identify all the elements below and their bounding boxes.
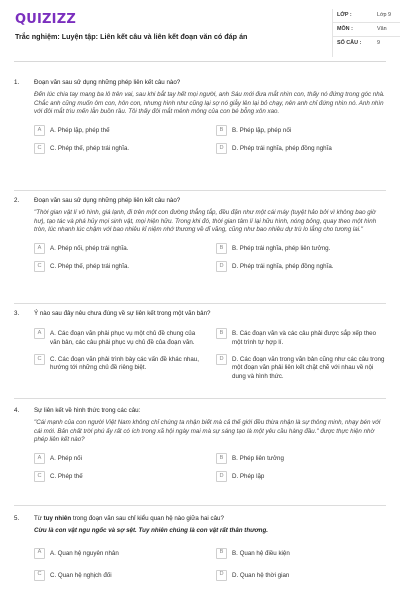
meta-key: SỐ CÂU : (337, 40, 362, 47)
option-letter-box: B (216, 328, 227, 339)
meta-row-grade (333, 9, 400, 23)
question-text: Sự liên kết về hình thức trong các câu: (34, 407, 141, 414)
option-text: C. Quan hệ nghịch đối (50, 571, 112, 579)
option-a[interactable] (34, 125, 204, 138)
option-text: C. Phép thế, phép trái nghĩa. (50, 263, 130, 271)
question-number: 4. (14, 407, 20, 414)
option-a[interactable] (34, 243, 204, 256)
quizizz-logo: QUIZIZZ (15, 12, 76, 27)
question-text-end: trong đoạn văn sau chỉ kiểu quan hệ nào giữa hai câu? (71, 515, 224, 522)
divider (14, 303, 386, 304)
meta-table (332, 9, 400, 57)
option-d[interactable] (216, 354, 386, 381)
option-letter-box: C (34, 261, 45, 272)
option-a[interactable] (34, 328, 204, 347)
option-letter-box: D (216, 471, 227, 482)
option-text: A. Phép lặp, phép thế (50, 127, 110, 135)
meta-key: MÔN : (337, 25, 353, 32)
divider (14, 190, 386, 191)
option-d[interactable] (216, 143, 386, 156)
question-passage: "Cái mạnh của con người Việt Nam không chỉ chúng ta nhận biết mà cả thế giới đều thừa nhận là sự thông minh, nhạy bén với cái mới. Bản chất trời phú ấy rất có ích trong xã hội ngày mai mà sự sáng tạo là một yêu cầu hàng đầu." được thực hiện nhờ phép liên kết nào? (34, 419, 381, 444)
answer-options (14, 328, 386, 381)
option-text: B. Phép trái nghĩa, phép liên tưởng. (232, 245, 331, 253)
option-a[interactable] (34, 453, 204, 466)
option-a[interactable] (34, 548, 204, 561)
option-letter-box: B (216, 125, 227, 136)
option-letter-box: C (34, 471, 45, 482)
option-c[interactable] (34, 570, 204, 583)
question-3 (14, 310, 386, 381)
option-b[interactable] (216, 125, 386, 138)
divider (14, 505, 386, 506)
question-passage: "Thời gian vật lí vô hình, giá lạnh, đi trên một con đường thẳng tắp, đều đặn như một cái máy (tuyệt hảo bởi vì không bao giờ hư), tạo tác và phá hủy mọi sinh vật, mọi hiện hữu. Trong khi đó, thời gian tâm lí lại hữu hình, nóng bỏng, quay theo một hình tròn, lúc nhanh lúc chậm với bao nhiêu kỉ niệm nhớ thương về dĩ vãng, cũng như bao nhiêu dự trù lo lắng cho tương lai." (34, 209, 377, 234)
answer-options (14, 243, 386, 274)
option-letter-box: A (34, 243, 45, 254)
option-b[interactable] (216, 453, 386, 466)
option-b[interactable] (216, 328, 386, 347)
worksheet-title: Trắc nghiệm: Luyện tập: Liên kết câu và liên kết đoạn văn có đáp án (15, 32, 248, 41)
question-passage: Cừu là con vật ngu ngốc và sợ sệt. Tuy nhiên chúng là con vật rất thân thương. (34, 527, 268, 535)
question-passage: Đến lúc chia tay mang ba lô trên vai, sau khi bắt tay hết mọi người, anh Sáu mới đưa mắt nhìn con, thấy nó đứng trong góc nhà. Chắc anh cũng muốn ôm con, hôn con, nhưng hình như cũng lại sợ nó giẫy lên lại bỏ chạy, nên anh chỉ đứng nhìn nó. Anh nhìn với đôi mắt trìu mến lẫn buồn rầu. Tôi thấy đôi mắt mênh mông của con bé bỗng xôn xao. (34, 91, 385, 116)
option-letter-box: C (34, 143, 45, 154)
question-text: Ý nào sau đây nêu chưa đúng về sự liên kết trong một văn bản? (34, 310, 211, 317)
option-d[interactable] (216, 261, 386, 274)
option-text: D. Phép trái nghĩa, phép đồng nghĩa (232, 145, 332, 153)
option-letter-box: A (34, 453, 45, 464)
question-4 (14, 407, 386, 484)
option-b[interactable] (216, 243, 386, 256)
option-letter-box: D (216, 354, 227, 365)
meta-value: 9 (377, 40, 380, 47)
question-text: Đoạn văn sau sử dụng những phép liên kết câu nào? (34, 197, 181, 204)
option-c[interactable] (34, 354, 204, 381)
option-text: A. Quan hệ nguyên nhân (50, 549, 119, 557)
option-text: A. Phép nối (50, 455, 82, 463)
option-d[interactable] (216, 471, 386, 484)
meta-row-subject (333, 23, 400, 37)
option-letter-box: A (34, 125, 45, 136)
option-text: D. Các đoạn văn trong văn bản cũng như các câu trong một đoạn văn phải liên kết chặt chẽ với nhau về nội dung và hình thức. (232, 356, 385, 380)
option-text: C. Phép thế (50, 473, 83, 481)
option-text: B. Phép lặp, phép nối (232, 127, 292, 135)
meta-row-count (333, 37, 400, 51)
option-letter-box: C (34, 570, 45, 581)
answer-options (14, 125, 386, 156)
option-c[interactable] (34, 143, 204, 156)
divider (14, 398, 386, 399)
option-text: D. Quan hệ thời gian (232, 571, 290, 579)
option-letter-box: A (34, 548, 45, 559)
question-number: 1. (14, 79, 20, 86)
option-letter-box: D (216, 143, 227, 154)
meta-key: LỚP : (337, 11, 352, 18)
option-text: B. Các đoạn văn và các câu phải được sắp xếp theo một trình tự hợp lí. (232, 330, 377, 346)
question-text: Đoạn văn sau sử dụng những phép liên kết câu nào? (34, 79, 181, 86)
option-b[interactable] (216, 548, 386, 561)
question-number: 2. (14, 197, 20, 204)
question-text-keyword: tuy nhiên (43, 515, 72, 522)
option-text: B. Phép liên tưởng (232, 455, 284, 463)
question-2 (14, 197, 386, 274)
option-text: B. Quan hệ điều kiện (232, 549, 290, 557)
option-text: C. Phép thế, phép trái nghĩa. (50, 145, 130, 153)
option-d[interactable] (216, 570, 386, 583)
option-letter-box: B (216, 243, 227, 254)
question-number: 5. (14, 515, 20, 522)
meta-value: Lớp 9 (377, 11, 392, 18)
option-letter-box: B (216, 548, 227, 559)
question-5 (14, 515, 386, 583)
option-letter-box: C (34, 354, 45, 365)
option-letter-box: B (216, 453, 227, 464)
question-text-start: Từ (34, 515, 44, 522)
answer-options (14, 548, 386, 583)
option-letter-box: A (34, 328, 45, 339)
question-text (34, 515, 386, 523)
option-letter-box: D (216, 261, 227, 272)
meta-value: Văn (377, 25, 387, 32)
worksheet-header (14, 0, 392, 62)
option-text: D. Phép trái nghĩa, phép đồng nghĩa. (232, 263, 334, 271)
answer-options (14, 453, 386, 484)
option-text: A. Các đoạn văn phải phục vụ một chủ đề chung của văn bản, các câu phải phục vụ chủ đề của đoạn văn. (50, 330, 196, 346)
option-text: D. Phép lặp (232, 473, 265, 481)
option-letter-box: D (216, 570, 227, 581)
question-number: 3. (14, 310, 20, 317)
option-text: A. Phép nối, phép trái nghĩa. (50, 245, 129, 253)
option-text: C. Các đoạn văn phải trình bày các vấn đề khác nhau, hướng tới những chủ đề riêng biệt. (50, 356, 199, 372)
option-c[interactable] (34, 471, 204, 484)
option-c[interactable] (34, 261, 204, 274)
question-1 (14, 79, 386, 156)
